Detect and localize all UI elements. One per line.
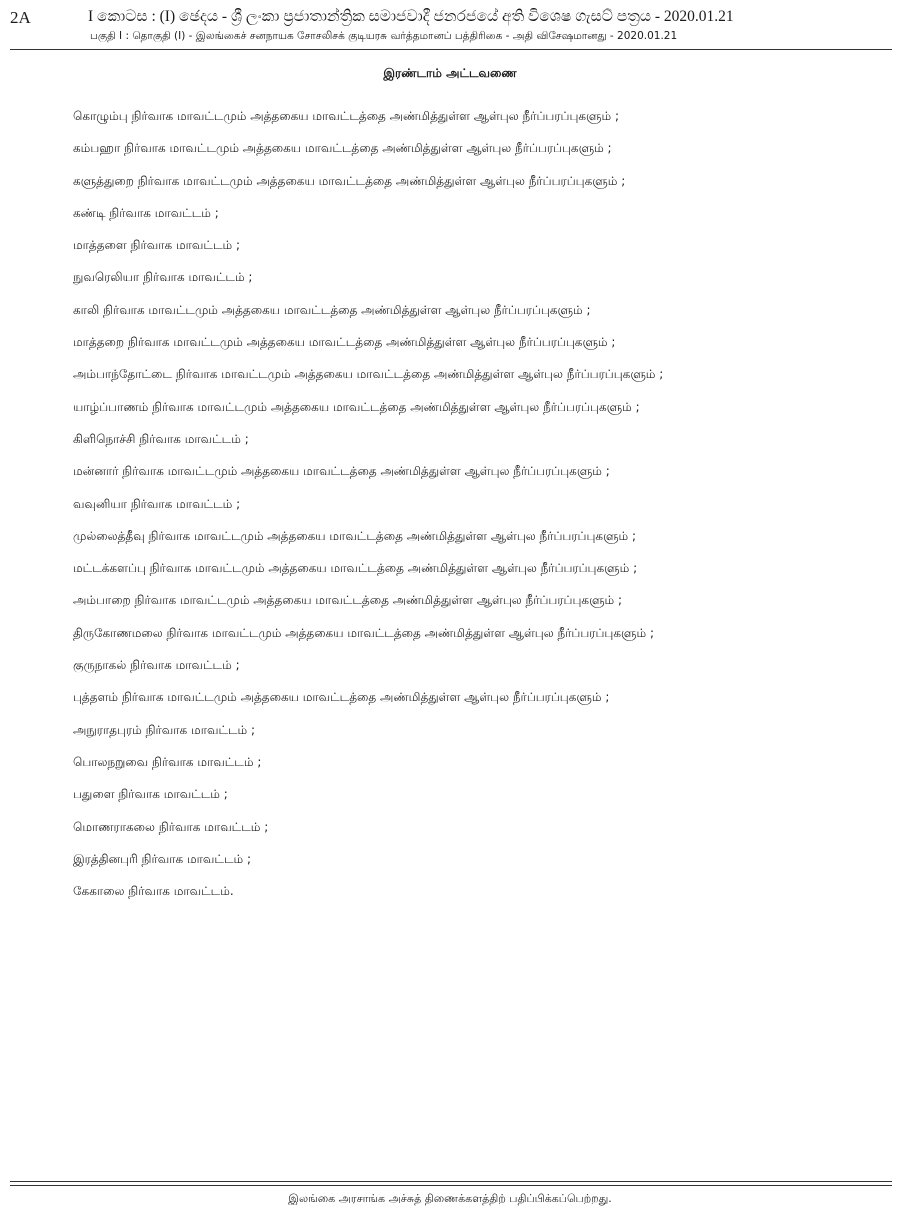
list-item: காலி நிர்வாக மாவட்டமும் அத்தகைய மாவட்டத்தை அண்மித்துள்ள ஆள்புல நீர்ப்பரப்புகளும் ; [73,302,591,317]
list-item: அம்பாந்தோட்டை நிர்வாக மாவட்டமும் அத்தகைய மாவட்டத்தை அண்மித்துள்ள ஆள்புல நீர்ப்பரப்புகளும் ; [73,367,664,382]
list-item: வவுனியா நிர்வாக மாவட்டம் ; [73,496,241,511]
list-item: யாழ்ப்பாணம் நிர்வாக மாவட்டமும் அத்தகைய மாவட்டத்தை அண்மித்துள்ள ஆள்புல நீர்ப்பரப்புகளும் ; [73,399,640,414]
list-item: நுவரெலியா நிர்வாக மாவட்டம் ; [73,270,253,285]
district-list [73,107,860,914]
list-item: மொணராகலை நிர்வாக மாவட்டம் ; [73,819,269,834]
header-sinhala-title: I කොටස : (I) ඡෙදය - ශ්‍රී ලංකා ප්‍රජාතාන්ත්‍රික සමාජවාදී ජනරජයේ අති විශෙෂ ගැසට් පත්‍රය - 2020.01.21 [88,8,734,25]
footer-divider-double [10,1185,892,1186]
list-item: மன்னார் நிர்வாக மாவட்டமும் அத்தகைய மாவட்டத்தை அண்மித்துள்ள ஆள்புல நீர்ப்பரப்புகளும் ; [73,464,610,479]
list-item: கண்டி நிர்வாக மாவட்டம் ; [73,205,219,220]
schedule-title: இரண்டாம் அட்டவணை [383,66,517,80]
list-item: முல்லைத்தீவு நிர்வாக மாவட்டமும் அத்தகைய மாவட்டத்தை அண்மித்துள்ள ஆள்புல நீர்ப்பரப்புகளும் ; [73,528,637,543]
list-item: கொழும்பு நிர்வாக மாவட்டமும் அத்தகைய மாவட்டத்தை அண்மித்துள்ள ஆள்புல நீர்ப்பரப்புகளும் ; [73,109,620,123]
header-tamil-title: பகுதி I : தொகுதி (I) - இலங்கைச் சனநாயக சோசலிசக் குடியரசு வர்த்தமானப் பத்திரிகை - அதி விசேஷமானது - 2020.01.21 [90,30,678,42]
list-item: திருகோணமலை நிர்வாக மாவட்டமும் அத்தகைய மாவட்டத்தை அண்மித்துள்ள ஆள்புல நீர்ப்பரப்புகளும் ; [73,625,655,640]
list-item: கேகாலை நிர்வாக மாவட்டம். [73,884,234,899]
list-item: மாத்தளை நிர்வாக மாவட்டம் ; [73,238,241,253]
list-item: மட்டக்களப்பு நிர்வாக மாவட்டமும் அத்தகைய மாவட்டத்தை அண்மித்துள்ள ஆள்புல நீர்ப்பரப்புகளும் ; [73,561,638,576]
list-item: கிளிநொச்சி நிர்வாக மாவட்டம் ; [73,431,249,446]
list-item: களுத்துறை நிர்வாக மாவட்டமும் அத்தகைய மாவட்டத்தை அண்மித்துள்ள ஆள்புல நீர்ப்பரப்புகளும் ; [73,173,626,188]
list-item: புத்தளம் நிர்வாக மாவட்டமும் அத்தகைய மாவட்டத்தை அண்மித்துள்ள ஆள்புல நீர்ப்பரப்புகளும் ; [73,690,610,705]
list-item: மாத்தறை நிர்வாக மாவட்டமும் அத்தகைய மாவட்டத்தை அண்மித்துள்ள ஆள்புல நீர்ப்பரப்புகளும் ; [73,335,616,350]
footer-divider [10,1181,892,1182]
list-item: அம்பாறை நிர்வாக மாவட்டமும் அத்தகைய மாவட்டத்தை அண்மித்துள்ள ஆள்புல நீர்ப்பரப்புகளும் ; [73,593,623,608]
page-number: 2A [10,8,31,27]
header-divider [10,49,892,50]
list-item: குருநாகல் நிர்வாக மாவட்டம் ; [73,658,240,673]
list-item: அநுராதபுரம் நிர்வாக மாவட்டம் ; [73,722,256,737]
printer-imprint: இலங்கை அரசாங்க அச்சுத் திணைக்களத்திற் பதிப்பிக்கப்பெற்றது. [288,1192,612,1205]
list-item: இரத்தினபுரி நிர்வாக மாவட்டம் ; [73,851,252,866]
list-item: பதுளை நிர்வாக மாவட்டம் ; [73,787,228,802]
list-item: பொலநறுவை நிர்வாக மாவட்டம் ; [73,754,262,769]
list-item: கம்பஹா நிர்வாக மாவட்டமும் அத்தகைய மாவட்டத்தை அண்மித்துள்ள ஆள்புல நீர்ப்பரப்புகளும் ; [73,141,612,156]
